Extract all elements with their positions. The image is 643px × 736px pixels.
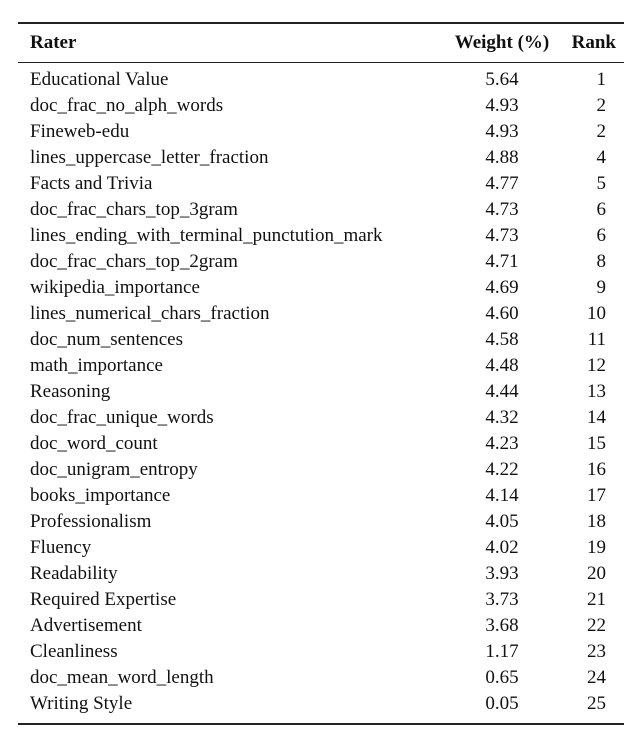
- rater-cell: Fluency: [30, 537, 92, 558]
- rank-cell: 9: [596, 277, 606, 298]
- weight-cell: 4.93: [485, 121, 519, 142]
- rank-cell: 15: [587, 433, 606, 454]
- header-rank: Rank: [571, 32, 616, 53]
- table-row: [18, 93, 624, 119]
- table-row: [18, 405, 624, 431]
- rank-cell: 21: [587, 589, 606, 610]
- rater-cell: doc_frac_no_alph_words: [30, 95, 224, 116]
- weight-cell: 4.14: [485, 485, 519, 506]
- rank-cell: 2: [596, 95, 606, 116]
- table-row: [18, 691, 624, 717]
- header-weight: Weight (%): [454, 32, 550, 53]
- weight-cell: 1.17: [485, 641, 519, 662]
- rater-cell: lines_numerical_chars_fraction: [30, 303, 270, 324]
- table-row: [18, 665, 624, 691]
- rater-cell: Cleanliness: [30, 641, 118, 662]
- table-row: [18, 275, 624, 301]
- weight-cell: 0.05: [485, 693, 519, 714]
- weight-cell: 4.71: [485, 251, 519, 272]
- rater-cell: Professionalism: [30, 511, 152, 532]
- weight-cell: 4.48: [485, 355, 519, 376]
- weight-cell: 4.02: [485, 537, 519, 558]
- table-row: [18, 249, 624, 275]
- weight-cell: 4.93: [485, 95, 519, 116]
- table-row: [18, 561, 624, 587]
- table-row: [18, 431, 624, 457]
- rank-cell: 20: [587, 563, 606, 584]
- rank-cell: 22: [587, 615, 606, 636]
- table-row: [18, 587, 624, 613]
- weight-cell: 4.05: [485, 511, 519, 532]
- rank-cell: 17: [587, 485, 606, 506]
- rank-cell: 23: [587, 641, 606, 662]
- rater-cell: Advertisement: [30, 615, 142, 636]
- rank-cell: 5: [596, 173, 606, 194]
- rank-cell: 24: [587, 667, 606, 688]
- rater-cell: math_importance: [30, 355, 163, 376]
- table-row: [18, 197, 624, 223]
- weight-cell: 4.69: [485, 277, 519, 298]
- rater-cell: doc_mean_word_length: [30, 667, 214, 688]
- rank-cell: 1: [596, 69, 606, 90]
- weight-cell: 4.58: [485, 329, 519, 350]
- rank-cell: 11: [587, 329, 606, 350]
- table-body: [18, 63, 624, 721]
- rank-cell: 6: [596, 225, 606, 246]
- table-row: [18, 301, 624, 327]
- weight-cell: 4.23: [485, 433, 519, 454]
- rank-cell: 2: [596, 121, 606, 142]
- rank-cell: 6: [596, 199, 606, 220]
- weight-cell: 0.65: [485, 667, 519, 688]
- weight-cell: 4.32: [485, 407, 519, 428]
- rater-cell: wikipedia_importance: [30, 277, 200, 298]
- rater-cell: doc_unigram_entropy: [30, 459, 198, 480]
- table-row: [18, 67, 624, 93]
- rank-cell: 10: [587, 303, 606, 324]
- table-row: [18, 535, 624, 561]
- rater-cell: doc_frac_unique_words: [30, 407, 214, 428]
- table-row: [18, 613, 624, 639]
- rater-cell: Writing Style: [30, 693, 133, 714]
- rank-cell: 16: [587, 459, 606, 480]
- rater-cell: doc_frac_chars_top_3gram: [30, 199, 238, 220]
- table-row: [18, 223, 624, 249]
- weight-cell: 3.93: [485, 563, 519, 584]
- weight-cell: 3.68: [485, 615, 519, 636]
- bottom-rule: [18, 723, 624, 725]
- rater-cell: Reasoning: [30, 381, 111, 402]
- table-row: [18, 353, 624, 379]
- rater-cell: lines_uppercase_letter_fraction: [30, 147, 269, 168]
- table-row: [18, 119, 624, 145]
- table-header: [18, 24, 624, 62]
- weight-cell: 4.73: [485, 199, 519, 220]
- table-row: [18, 639, 624, 665]
- weight-cell: 4.73: [485, 225, 519, 246]
- rater-cell: doc_frac_chars_top_2gram: [30, 251, 238, 272]
- weight-cell: 4.44: [485, 381, 519, 402]
- weight-cell: 3.73: [485, 589, 519, 610]
- table-row: [18, 171, 624, 197]
- rater-weight-table: [18, 22, 624, 725]
- table-row: [18, 509, 624, 535]
- table-row: [18, 457, 624, 483]
- weight-cell: 4.60: [485, 303, 519, 324]
- rank-cell: 13: [587, 381, 606, 402]
- rater-cell: Facts and Trivia: [30, 173, 153, 194]
- rank-cell: 14: [587, 407, 606, 428]
- rater-cell: doc_word_count: [30, 433, 158, 454]
- table-row: [18, 327, 624, 353]
- weight-cell: 4.77: [485, 173, 519, 194]
- rater-cell: Required Expertise: [30, 589, 177, 610]
- rater-cell: Readability: [30, 563, 118, 584]
- weight-cell: 4.22: [485, 459, 519, 480]
- table-row: [18, 483, 624, 509]
- header-rater: Rater: [30, 32, 77, 53]
- rank-cell: 25: [587, 693, 606, 714]
- rank-cell: 4: [596, 147, 606, 168]
- rater-cell: books_importance: [30, 485, 171, 506]
- rater-cell: Educational Value: [30, 69, 169, 90]
- rank-cell: 19: [587, 537, 606, 558]
- rank-cell: 12: [587, 355, 606, 376]
- weight-cell: 4.88: [485, 147, 519, 168]
- rater-cell: doc_num_sentences: [30, 329, 184, 350]
- rank-cell: 18: [587, 511, 606, 532]
- table-row: [18, 145, 624, 171]
- rater-cell: Fineweb-edu: [30, 121, 130, 142]
- weight-cell: 5.64: [485, 69, 519, 90]
- table-row: [18, 379, 624, 405]
- rank-cell: 8: [596, 251, 606, 272]
- rater-cell: lines_ending_with_terminal_punctution_mark: [30, 225, 383, 246]
